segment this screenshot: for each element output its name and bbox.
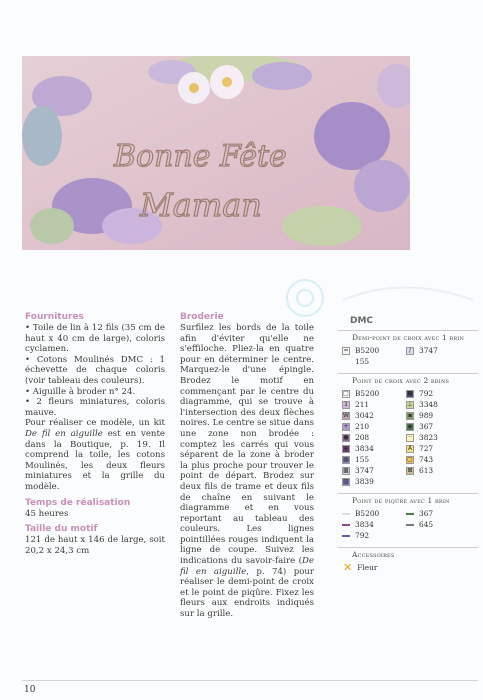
backstitch-line-icon xyxy=(342,535,350,537)
stitch-symbol-icon: ⊥ xyxy=(407,400,413,408)
backstitch-line-icon xyxy=(342,513,350,515)
legend-color-entry xyxy=(402,389,466,398)
legend-row xyxy=(338,399,478,410)
size-value: 121 de haut x 146 de large, soit 20,2 x 24,3 cm xyxy=(25,535,165,556)
legend-row xyxy=(338,356,478,367)
stitch-symbol-icon: ⊠ xyxy=(407,466,413,474)
legend-color-entry xyxy=(402,422,466,431)
legend-row xyxy=(338,465,478,476)
supply-item: • Cotons Moulinés DMC : 1 échevette de chaque coloris (voir tableau des couleurs). xyxy=(25,354,165,386)
embroidery-instructions-column xyxy=(180,312,314,620)
legend-color-entry xyxy=(338,444,402,453)
legend-color-entry xyxy=(402,455,466,464)
backstitch-list xyxy=(338,508,478,541)
legend-color-entry xyxy=(338,433,402,442)
kit-title: De fil en aiguille xyxy=(25,428,103,439)
time-heading: Temps de réalisation xyxy=(25,497,131,508)
dmc-code: B5200 xyxy=(355,509,380,518)
dmc-code: 792 xyxy=(419,389,434,398)
legend-backstitch-entry xyxy=(402,520,466,529)
legend-color-entry xyxy=(338,389,402,398)
backstitch-line-icon xyxy=(406,524,414,526)
legend-row xyxy=(338,519,478,530)
stitch-symbol-icon xyxy=(342,358,350,366)
kit-paragraph xyxy=(25,418,165,492)
dmc-code: 3839 xyxy=(355,477,374,486)
legend-row xyxy=(338,454,478,465)
instructions-text-end: , p. 74) pour réaliser le demi-point de croix et le point de piqûre. Fixez les fleurs aux endroits indiqués sur la grille. xyxy=(180,566,315,620)
legend-backstitch-entry xyxy=(402,509,466,518)
stitch-symbol-icon: / xyxy=(406,347,414,355)
stitch-symbol-icon: A xyxy=(407,444,413,452)
half-cross-list xyxy=(338,345,478,367)
stitch-symbol-icon: + xyxy=(343,422,349,430)
stitch-symbol-icon: ● xyxy=(343,433,349,441)
dmc-code: 3747 xyxy=(419,346,438,355)
dmc-code: 3747 xyxy=(355,466,374,475)
dmc-code: 211 xyxy=(355,400,370,409)
instructions-paragraph xyxy=(180,323,314,620)
legend-row xyxy=(338,508,478,519)
stitch-symbol-icon: ▧ xyxy=(343,477,349,485)
legend-row xyxy=(338,410,478,421)
dmc-code: 792 xyxy=(355,531,370,540)
dmc-code: B5200 xyxy=(355,346,380,355)
legend-backstitch-entry xyxy=(338,520,402,529)
time-value: 45 heures xyxy=(25,508,69,519)
supplies-column xyxy=(25,312,165,556)
broderie-heading: Broderie xyxy=(180,312,224,322)
stitch-symbol-icon: ·· xyxy=(406,434,414,442)
legend-color-entry xyxy=(402,400,466,409)
legend-row xyxy=(338,421,478,432)
dmc-code: 367 xyxy=(419,422,434,431)
backstitch-line-icon xyxy=(342,524,350,526)
dmc-code: 727 xyxy=(419,444,434,453)
legend-color-entry xyxy=(338,422,402,431)
page-number: 10 xyxy=(24,685,36,695)
legend-row xyxy=(338,530,478,541)
legend-color-entry xyxy=(338,455,402,464)
instructions-text: Surfilez les bords de la toile afin d'éviter qu'elle ne s'effiloche. Pliez-la en quatre pour en déterminer le centre. Marquez-le d'une épingle. Brodez le motif en commençant par le centre du diagramme, qui se trouve à l'intersection des deux flèches noires. Le centre se situe dans une zone non brodée : comptez les carrés qui vous séparent de la zone à broder la plus proche pour trouver le point de départ. Brodez sur deux fils de trame et deux fils de chaîne en suivant le diagramme et en vous reportant au tableau des couleurs. Les lignes pointillées rouges indiquent la ligne de coupe. Suivez les indications du savoir-faire ( xyxy=(180,323,314,567)
legend-title: DMC xyxy=(350,316,374,326)
dmc-code: 989 xyxy=(419,411,434,420)
accessory-label: Fleur xyxy=(357,563,378,572)
stitch-symbol-icon: ▪ xyxy=(407,411,413,419)
stitch-symbol-icon: 1 xyxy=(342,401,350,409)
stitch-symbol-icon: □ xyxy=(343,389,349,397)
legend-color-entry xyxy=(402,346,466,355)
legend-color-entry xyxy=(338,346,402,355)
dmc-code: 155 xyxy=(355,455,370,464)
legend-row xyxy=(338,476,478,487)
dmc-color-legend xyxy=(338,316,478,573)
stitch-symbol-icon: ■ xyxy=(407,389,413,397)
legend-color-entry xyxy=(338,400,402,409)
dmc-code: 155 xyxy=(355,357,370,366)
page-bottom-rule xyxy=(22,680,478,681)
stitch-symbol-icon: ▦ xyxy=(343,455,349,463)
dmc-code: 3834 xyxy=(355,520,374,529)
dmc-code: 208 xyxy=(355,433,370,442)
supplies-heading: Fournitures xyxy=(25,312,84,322)
legend-row xyxy=(338,345,478,356)
legend-row xyxy=(338,443,478,454)
dmc-code: 367 xyxy=(419,509,434,518)
cross-stitch-title: Point de croix avec 2 brins xyxy=(352,376,450,385)
dmc-code: 3348 xyxy=(419,400,438,409)
stitch-symbol-icon: ▢ xyxy=(407,455,413,463)
stitch-symbol-icon: ◈ xyxy=(343,444,349,452)
dmc-code: B5200 xyxy=(355,389,380,398)
dmc-code: 3823 xyxy=(419,433,438,442)
flower-cross-icon: ✕ xyxy=(343,561,353,574)
kit-text-end: est en vente dans la Boutique, p. 19. Il comprend la toile, les cotons Moulinés, les deux fleurs miniatures et la grille du modèle. xyxy=(25,428,166,492)
legend-backstitch-entry xyxy=(338,531,402,540)
dmc-code: 613 xyxy=(419,466,434,475)
stitch-symbol-icon: W xyxy=(343,411,349,419)
stitched-greeting-line2: Maman xyxy=(140,186,262,224)
legend-color-entry xyxy=(338,411,402,420)
legend-color-entry xyxy=(402,466,466,475)
dmc-code: 645 xyxy=(419,520,434,529)
kit-text: Pour réaliser ce modèle, un kit xyxy=(25,418,165,429)
dmc-code: 743 xyxy=(419,455,434,464)
stitch-symbol-icon: ◆ xyxy=(407,422,413,430)
legend-color-entry xyxy=(402,433,466,442)
embroidery-photo xyxy=(22,56,410,250)
legend-color-entry xyxy=(338,357,402,366)
backstitch-line-icon xyxy=(406,513,414,515)
legend-row xyxy=(338,388,478,399)
half-cross-title: Demi-point de croix avec 1 brin xyxy=(352,333,465,342)
legend-color-entry xyxy=(402,444,466,453)
accessories-title: Accessoires xyxy=(352,550,395,559)
stitched-greeting-line1: Bonne Fête xyxy=(114,139,287,174)
stitch-symbol-icon: = xyxy=(343,346,349,354)
size-heading: Taille du motif xyxy=(25,524,98,535)
stitch-symbol-icon: ▩ xyxy=(343,466,349,474)
dmc-code: 3042 xyxy=(355,411,374,420)
accessory-row xyxy=(338,562,478,573)
supply-item: • Toile de lin à 12 fils (35 cm de haut x 40 cm de large), coloris cyclamen. xyxy=(25,323,165,355)
dmc-code: 210 xyxy=(355,422,370,431)
instructions-reference: De fil en aiguille xyxy=(180,556,314,577)
supply-item: • 2 fleurs miniatures, coloris mauve. xyxy=(25,397,165,418)
cross-stitch-list xyxy=(338,388,478,487)
supply-item: • Aiguille à broder n° 24. xyxy=(25,386,136,397)
legend-row xyxy=(338,432,478,443)
backstitch-title: Point de piqûre avec 1 brin xyxy=(352,496,450,505)
dmc-code: 3834 xyxy=(355,444,374,453)
legend-color-entry xyxy=(338,477,402,486)
legend-color-entry xyxy=(338,466,402,475)
legend-color-entry xyxy=(402,411,466,420)
legend-backstitch-entry xyxy=(338,509,402,518)
